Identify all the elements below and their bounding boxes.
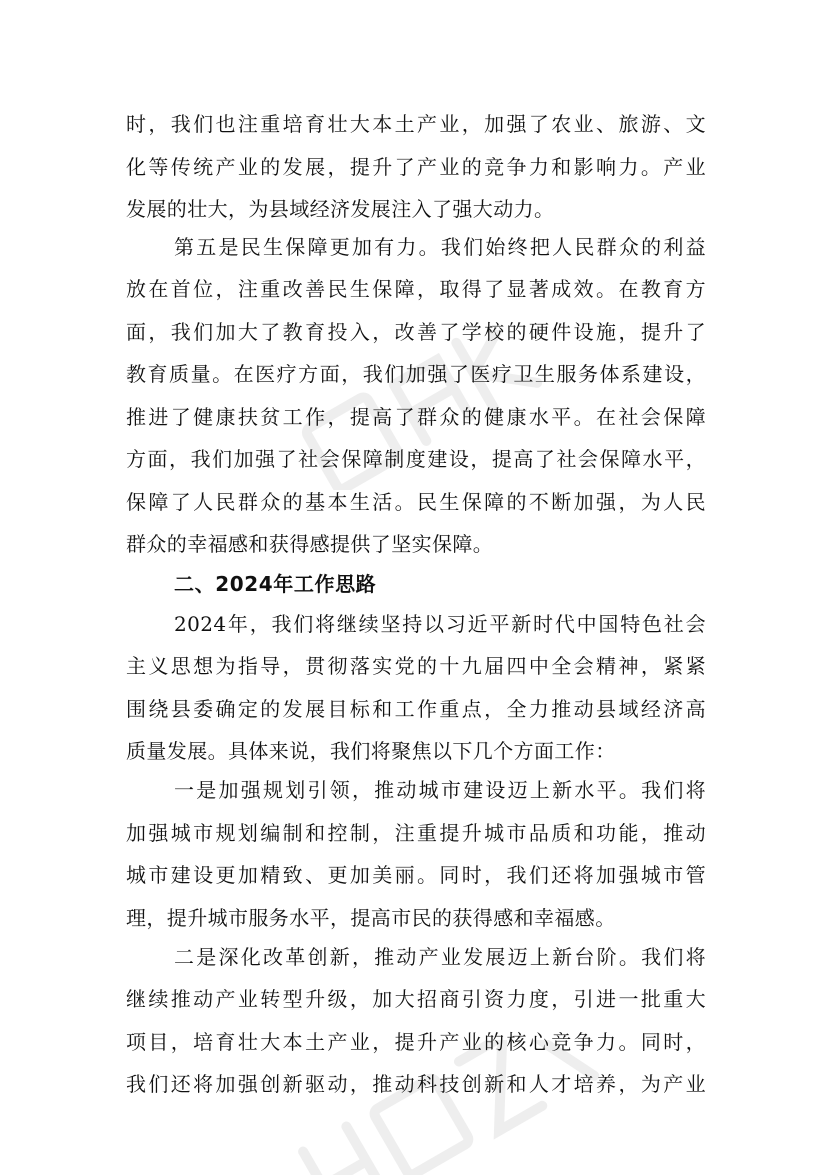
text-line: 面，我们加大了教育投入，改善了学校的硬件设施，提升了 xyxy=(126,320,706,344)
text-line: 项目，培育壮大本土产业，提升产业的核心竞争力。同时， xyxy=(126,1030,706,1054)
text-line: 时，我们也注重培育壮大本土产业，加强了农业、旅游、文 xyxy=(126,112,706,136)
text-line: 群众的幸福感和获得感提供了坚实保障。 xyxy=(126,532,494,556)
text-line: 发展的壮大，为县域经济发展注入了强大动力。 xyxy=(126,197,555,221)
text-line: 继续推动产业转型升级，加大招商引资力度，引进一批重大 xyxy=(126,987,706,1011)
paragraph-first-line: 一是加强规划引领，推动城市建设迈上新水平。我们将 xyxy=(174,778,706,802)
paragraph-first-line: 第五是民生保障更加有力。我们始终把人民群众的利益 xyxy=(174,235,706,259)
text-line: 保障了人民群众的基本生活。民生保障的不断加强，为人民 xyxy=(126,490,706,514)
text-line: 我们还将加强创新驱动，推动科技创新和人才培养，为产业 xyxy=(126,1072,706,1096)
text-line: 化等传统产业的发展，提升了产业的竞争力和影响力。产业 xyxy=(126,155,706,179)
text-line: 围绕县委确定的发展目标和工作重点，全力推动县域经济高 xyxy=(126,697,706,721)
text-line: 推进了健康扶贫工作，提高了群众的健康水平。在社会保障 xyxy=(126,405,706,429)
text-line: 教育质量。在医疗方面，我们加强了医疗卫生服务体系建设， xyxy=(126,362,706,386)
text-line: 加强城市规划编制和控制，注重提升城市品质和功能，推动 xyxy=(126,821,706,845)
text-line: 城市建设更加精致、更加美丽。同时，我们还将加强城市管 xyxy=(126,863,706,887)
text-line: 主义思想为指导，贯彻落实党的十九届四中全会精神，紧紧 xyxy=(126,654,706,678)
text-line: 方面，我们加强了社会保障制度建设，提高了社会保障水平， xyxy=(126,447,706,471)
section-heading: 二、2024年工作思路 xyxy=(174,572,377,596)
paragraph-first-line: 2024年，我们将继续坚持以习近平新时代中国特色社会 xyxy=(174,612,706,636)
text-line: 质量发展。具体来说，我们将聚焦以下几个方面工作： xyxy=(126,739,616,763)
text-line: 放在首位，注重改善民生保障，取得了显著成效。在教育方 xyxy=(126,277,706,301)
text-line: 理，提升城市服务水平，提高市民的获得感和幸福感。 xyxy=(126,906,616,930)
paragraph-first-line: 二是深化改革创新，推动产业发展迈上新台阶。我们将 xyxy=(174,945,706,969)
